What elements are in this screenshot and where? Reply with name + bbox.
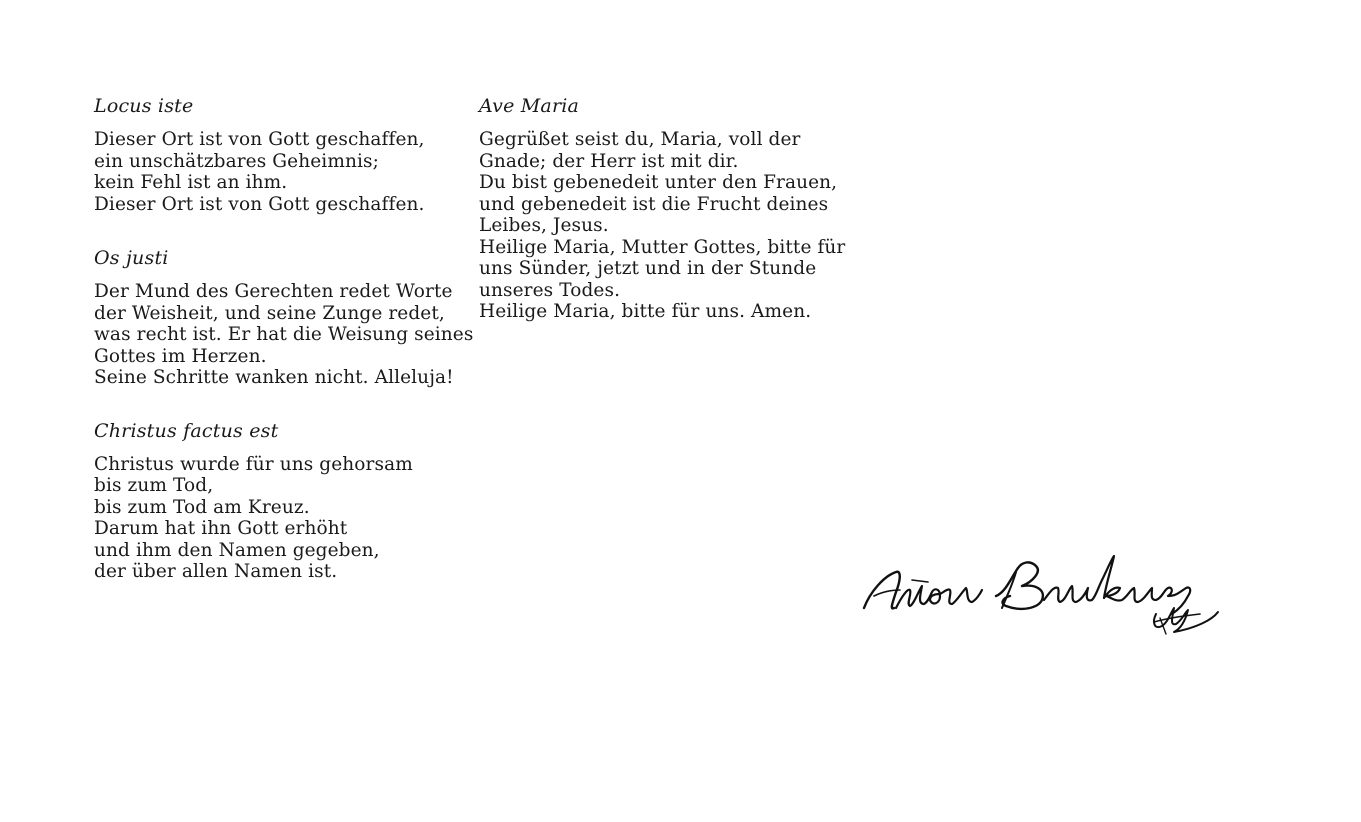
verse-line: Der Mund des Gerechten redet Worte	[94, 281, 453, 302]
verse-line: Heilige Maria, Mutter Gottes, bitte für	[479, 236, 846, 258]
right-column	[479, 94, 846, 323]
verse-line: Gottes im Herzen.	[94, 345, 267, 367]
section-ave-maria	[479, 94, 846, 323]
verse-line: Seine Schritte wanken nicht. Alleluja!	[94, 367, 454, 388]
verse-line: ein unschätzbares Geheimnis;	[94, 150, 379, 172]
verse-line: bis zum Tod,	[94, 475, 214, 496]
verse-line: kein Fehl ist an ihm.	[94, 172, 288, 193]
section-spacer	[94, 389, 454, 419]
verse-line: der über allen Namen ist.	[94, 561, 338, 582]
verse-line: und gebenedeit ist die Frucht deines	[479, 193, 829, 215]
verse-line: Dieser Ort ist von Gott geschaffen,	[94, 129, 425, 150]
left-column	[94, 94, 474, 583]
verse-line: Darum hat ihn Gott erhöht	[94, 518, 348, 539]
section-title-locus-iste: Locus iste	[94, 95, 194, 117]
verse-line: uns Sünder, jetzt und in der Stunde	[479, 258, 817, 279]
signature-icon	[856, 552, 1226, 647]
verse-line: der Weisheit, und seine Zunge redet,	[94, 302, 445, 324]
verse-line: Leibes, Jesus.	[479, 215, 609, 236]
verse-line: Du bist gebenedeit unter den Frauen,	[479, 172, 838, 193]
verse-line: bis zum Tod am Kreuz.	[94, 496, 310, 518]
section-locus-iste	[94, 94, 454, 215]
section-os-justi	[94, 246, 474, 389]
verse-line: Christus wurde für uns gehorsam	[94, 453, 413, 475]
verse-line: Gegrüßet seist du, Maria, voll der	[479, 129, 801, 150]
section-title-christus-factus-est: Christus factus est	[94, 419, 279, 442]
verse-line: Dieser Ort ist von Gott geschaffen.	[94, 193, 425, 215]
verse-line: Heilige Maria, bitte für uns. Amen.	[479, 301, 812, 322]
section-title-ave-maria: Ave Maria	[479, 95, 580, 117]
verse-line: was recht ist. Er hat die Weisung seines	[94, 324, 474, 345]
verse-line: Gnade; der Herr ist mit dir.	[479, 150, 739, 172]
verse-line: unseres Todes.	[479, 279, 621, 301]
verse-line: und ihm den Namen gegeben,	[94, 539, 380, 561]
section-christus-factus-est	[94, 419, 454, 583]
section-spacer	[94, 215, 454, 246]
section-title-os-justi: Os justi	[94, 247, 169, 269]
